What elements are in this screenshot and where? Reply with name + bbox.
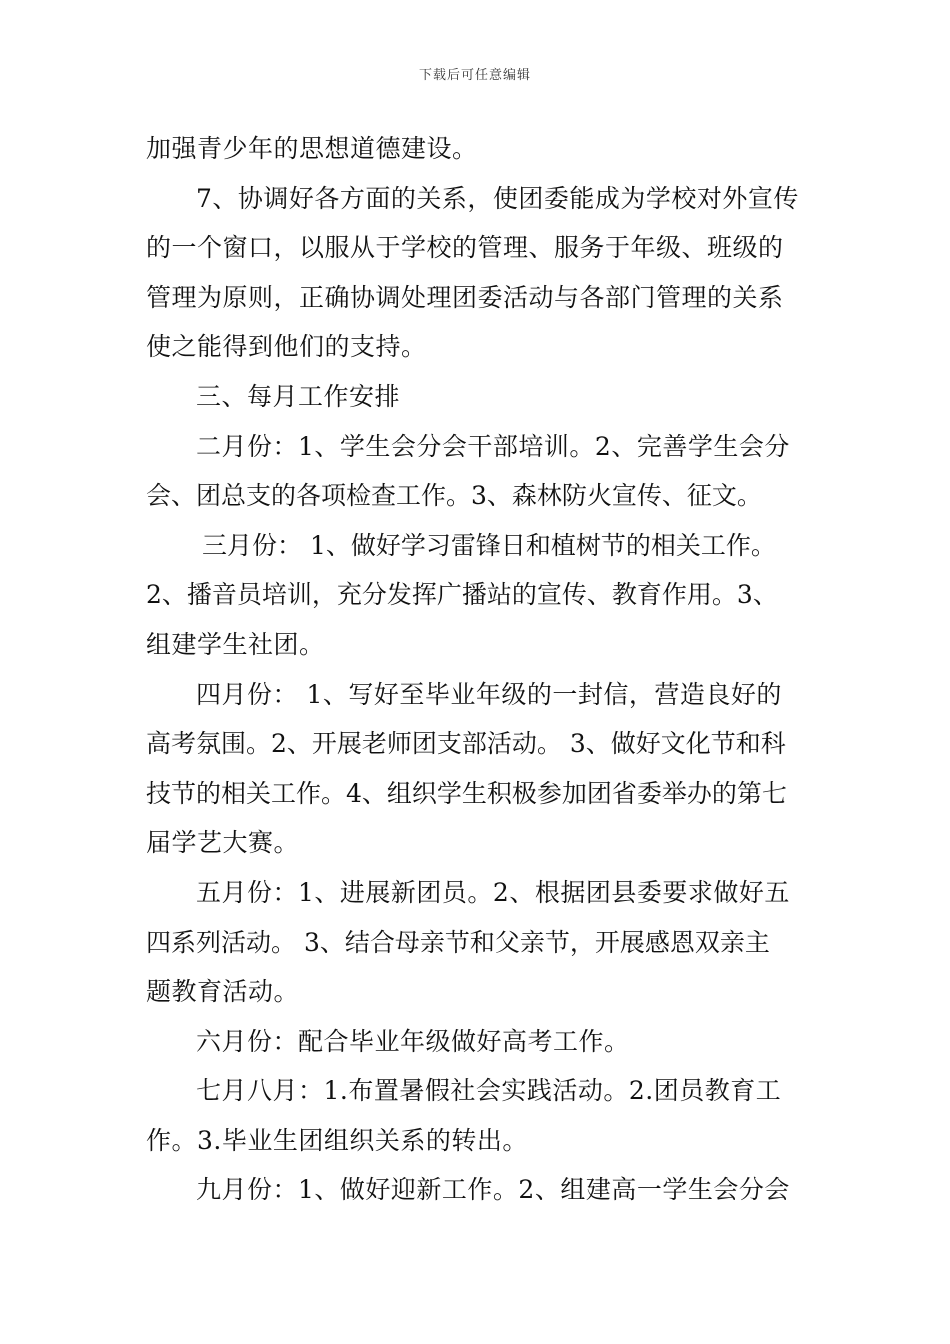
text-line: 六月份：配合毕业年级做好高考工作。 (196, 1026, 630, 1056)
text-line: 届学艺大赛。 (146, 828, 300, 858)
document-body (146, 124, 836, 1215)
text-line: 7、协调好各方面的关系，使团委能成为学校对外宣传 (196, 183, 799, 213)
text-line: 技节的相关工作。4、组织学生积极参加团省委举办的第七 (146, 778, 787, 808)
text-line: 七月八月：1.布置暑假社会实践活动。2.团员教育工 (196, 1076, 782, 1106)
text-line: 题教育活动。 (146, 977, 300, 1007)
text-line: 加强青少年的思想道德建设。 (146, 134, 478, 163)
text-line: 四月份： 1、写好至毕业年级的一封信，营造良好的 (196, 679, 782, 709)
text-line: 高考氛围。2、开展老师团支部活动。 3、做好文化节和科 (146, 729, 786, 759)
section-heading: 三、每月工作安排 (196, 381, 401, 411)
text-line: 二月份：1、学生会分会干部培训。2、完善学生会分 (196, 431, 790, 461)
text-line: 三月份： 1、做好学习雷锋日和植树节的相关工作。 (202, 530, 776, 560)
text-line: 九月份：1、做好迎新工作。2、组建高一学生会分会 (196, 1175, 790, 1205)
text-line: 管理为原则，正确协调处理团委活动与各部门管理的关系 (146, 282, 784, 312)
text-line: 会、团总支的各项检查工作。3、森林防火宣传、征文。 (146, 481, 762, 511)
text-line: 五月份：1、进展新团员。2、根据团县委要求做好五 (196, 877, 790, 907)
text-line: 组建学生社团。 (146, 629, 325, 659)
text-line: 的一个窗口，以服从于学校的管理、服务于年级、班级的 (146, 233, 784, 263)
text-line: 作。3.毕业生团组织关系的转出。 (146, 1125, 528, 1155)
text-line: 四系列活动。 3、结合母亲节和父亲节，开展感恩双亲主 (146, 927, 770, 957)
page-header: 下载后可任意编辑 (418, 68, 531, 83)
text-line: 使之能得到他们的支持。 (146, 332, 427, 362)
text-line: 2、播音员培训，充分发挥广播站的宣传、教育作用。3、 (146, 580, 778, 610)
